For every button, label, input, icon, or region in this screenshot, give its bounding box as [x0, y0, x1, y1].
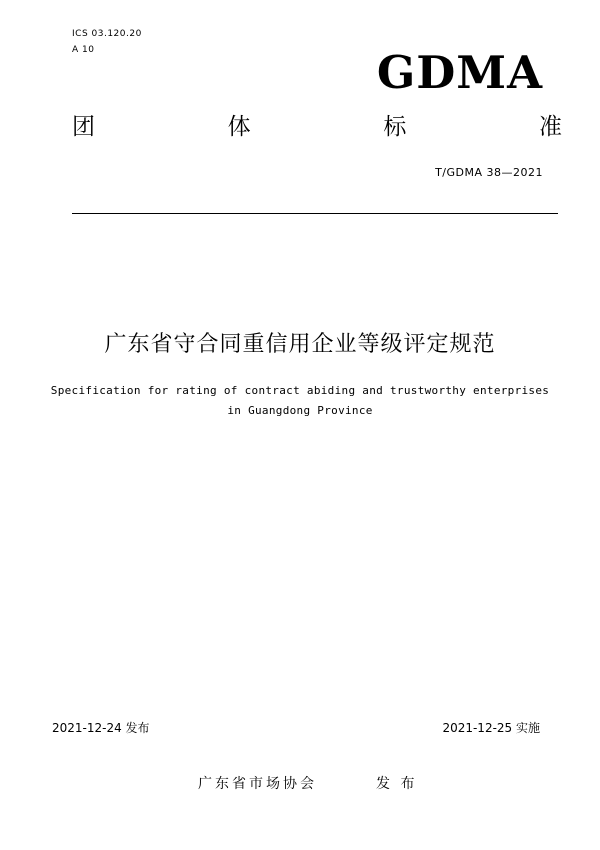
title-english-line: in Guangdong Province — [227, 404, 373, 417]
issue-label: 发 布 — [376, 776, 418, 792]
ics-code: ICS 03.120.20 — [72, 29, 142, 39]
title-chinese: 广东省守合同重信用企业等级评定规范 — [104, 332, 496, 357]
issuer-name: 广东省市场协会 — [198, 776, 317, 792]
standard-type-char: 体 — [227, 114, 251, 140]
ccs-code: A 10 — [72, 45, 95, 55]
implement-date: 2021-12-25 实施 — [442, 721, 540, 735]
standard-type-char: 标 — [383, 114, 407, 140]
standard-type-char: 团 — [72, 114, 95, 140]
header-divider — [72, 213, 558, 214]
title-english — [40, 381, 560, 421]
publish-date: 2021-12-24 发布 — [52, 721, 150, 735]
standard-number: T/GDMA 38—2021 — [435, 166, 543, 179]
standard-type — [72, 116, 562, 139]
title-english-line: Specification for rating of contract abiding and trustworthy enterprises — [50, 384, 550, 397]
standard-type-char: 准 — [538, 114, 562, 140]
gdma-logo: GDMA — [376, 46, 543, 99]
